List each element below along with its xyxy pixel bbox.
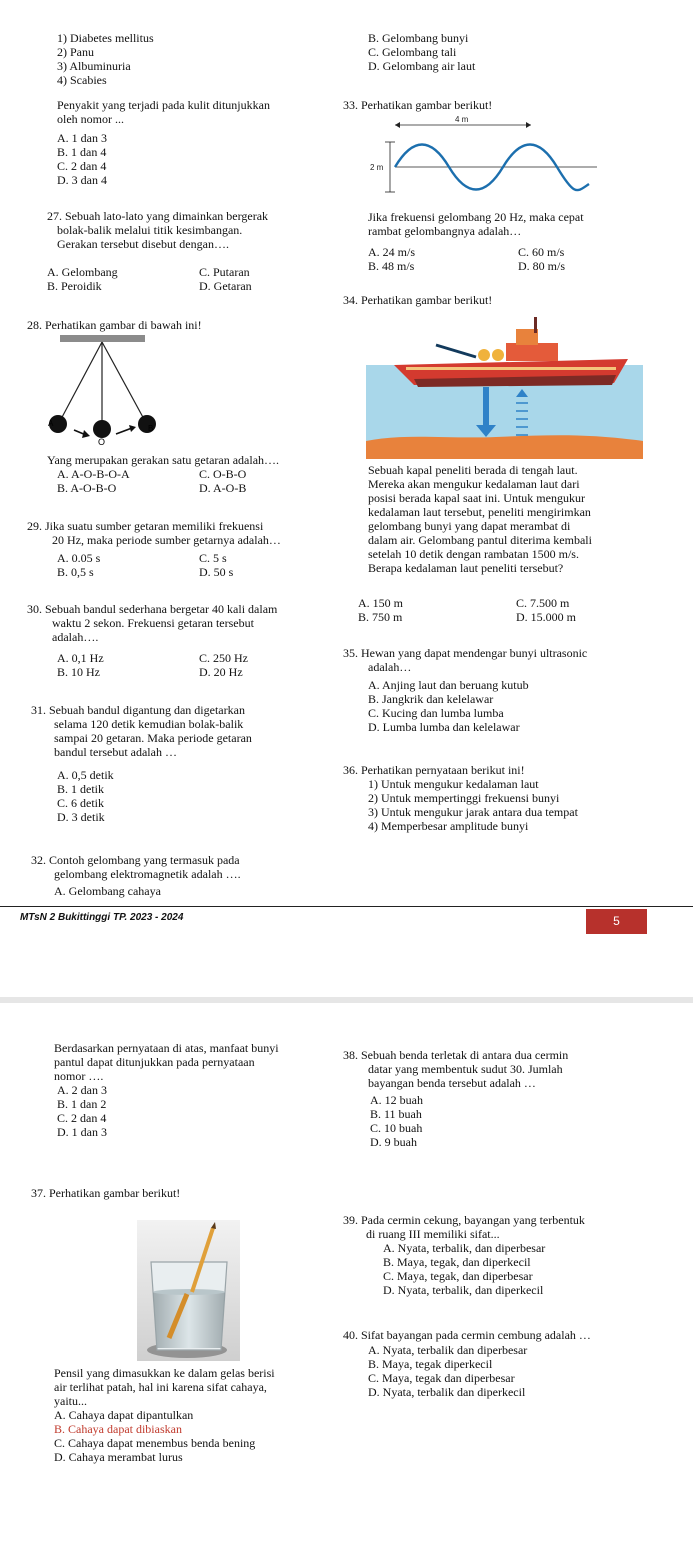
q26-option-c[interactable]: C. 2 dan 4 <box>57 159 107 173</box>
q36-options <box>57 1083 257 1139</box>
q31-option-c[interactable]: C. 6 detik <box>57 796 104 810</box>
swing-arrow-right <box>116 428 132 434</box>
q37-after <box>54 1366 329 1408</box>
q40-option-a[interactable]: A. Nyata, terbalik dan diperbesar <box>368 1343 528 1357</box>
q28-options <box>57 467 327 495</box>
q35-option-c[interactable]: C. Kucing dan lumba lumba <box>368 706 504 720</box>
q35-option-b[interactable]: B. Jangkrik dan kelelawar <box>368 692 494 706</box>
q33-option-c[interactable]: C. 60 m/s <box>518 245 565 259</box>
q39-option-b[interactable]: B. Maya, tegak, dan diperkecil <box>383 1255 531 1269</box>
q37-stem-line: 37. Perhatikan gambar berikut! <box>31 1186 181 1200</box>
q36-option-c[interactable]: C. 2 dan 4 <box>57 1111 107 1125</box>
q34-options <box>358 596 638 624</box>
pendulum-string-b <box>102 342 145 421</box>
wave-height-label: 2 m <box>370 163 384 172</box>
q39-stem-line: di ruang III memiliki sifat... <box>366 1227 500 1241</box>
pendulum-bob-o <box>93 420 111 438</box>
q32-options <box>54 884 304 898</box>
q26-item: 1) Diabetes mellitus <box>57 31 154 45</box>
q34-question-line: setelah 10 detik dengan rambatan 1500 m/s. <box>368 547 579 561</box>
q34-question-line: Sebuah kapal peneliti berada di tengah laut. <box>368 463 578 477</box>
q33-after <box>368 210 648 238</box>
q38-stem <box>343 1048 643 1090</box>
q26-option-a[interactable]: A. 1 dan 3 <box>57 131 107 145</box>
q34-after <box>368 463 642 575</box>
q26-stem-line: Penyakit yang terjadi pada kulit ditunjukkan <box>57 98 270 112</box>
q27-option-c[interactable]: C. Putaran <box>199 265 250 279</box>
q31-option-b[interactable]: B. 1 detik <box>57 782 104 796</box>
ship-mast <box>534 317 537 333</box>
q26-option-d[interactable]: D. 3 dan 4 <box>57 173 107 187</box>
q30-stem-line: 30. Sebuah bandul sederhana bergetar 40 kali dalam <box>27 602 278 616</box>
q30-stem-line: adalah…. <box>52 630 99 644</box>
q33-question-line: rambat gelombangnya adalah… <box>368 224 522 238</box>
q29-option-b[interactable]: B. 0,5 s <box>57 565 94 579</box>
q27-option-b[interactable]: B. Peroidik <box>47 279 102 293</box>
q33-option-d[interactable]: D. 80 m/s <box>518 259 566 273</box>
q32-stem <box>31 853 331 881</box>
q36-option-b[interactable]: B. 1 dan 2 <box>57 1097 107 1111</box>
q33-options <box>368 245 648 273</box>
q28-option-a[interactable]: A. A-O-B-O-A <box>57 467 130 481</box>
wave-figure <box>365 112 605 202</box>
q32-option-a[interactable]: A. Gelombang cahaya <box>54 884 161 898</box>
q40-option-d[interactable]: D. Nyata, terbalik dan diperkecil <box>368 1385 526 1399</box>
q36-items <box>368 777 648 833</box>
q31-option-a[interactable]: A. 0,5 detik <box>57 768 114 782</box>
q40-options <box>368 1343 648 1399</box>
q33-stem <box>343 98 643 112</box>
q26-stem-line: oleh nomor ... <box>57 112 124 126</box>
water-surface <box>153 1289 225 1295</box>
q29-options <box>57 551 327 579</box>
q33-stem-line: 33. Perhatikan gambar berikut! <box>343 98 493 112</box>
q30-option-d[interactable]: D. 20 Hz <box>199 665 243 679</box>
q27-options <box>47 265 332 293</box>
q31-option-d[interactable]: D. 3 detik <box>57 810 105 824</box>
q32-option-d[interactable]: D. Gelombang air laut <box>368 59 476 73</box>
q29-stem-line: 29. Jika suatu sumber getaran memiliki frekuensi <box>27 519 264 533</box>
q32-stem-line: 32. Contoh gelombang yang termasuk pada <box>31 853 240 867</box>
q40-stem-line: 40. Sifat bayangan pada cermin cembung adalah … <box>343 1328 591 1342</box>
q27-stem <box>47 209 332 251</box>
q34-question-line: dalam air. Gelombang pantul diterima kembali <box>368 533 592 547</box>
pendulum-support <box>60 335 145 342</box>
q29-stem-line: 20 Hz, maka periode sumber getarnya adalah… <box>52 533 281 547</box>
wave-width-arrow-right <box>526 122 531 128</box>
q33-question-line: Jika frekuensi gelombang 20 Hz, maka cepat <box>368 210 584 224</box>
q28-question-line: Yang merupakan gerakan satu getaran adalah…. <box>47 453 280 467</box>
q38-option-d[interactable]: D. 9 buah <box>370 1135 417 1149</box>
q36-item: 2) Untuk mempertinggi frekuensi bunyi <box>368 791 560 805</box>
q29-option-c[interactable]: C. 5 s <box>199 551 227 565</box>
q36-cont-line: Berdasarkan pernyataan di atas, manfaat bunyi <box>54 1041 279 1055</box>
q35-stem-line: 35. Hewan yang dapat mendengar bunyi ultrasonic <box>343 646 588 660</box>
q31-stem-line: sampai 20 getaran. Maka periode getaran <box>54 731 252 745</box>
q34-option-c[interactable]: C. 7.500 m <box>516 596 570 610</box>
q32-options-cont <box>368 31 648 73</box>
q39-options <box>383 1241 653 1297</box>
q27-stem-line: bolak-balik melalui titik kesimbangan. <box>57 223 243 237</box>
q35-options <box>368 678 648 734</box>
q37-option-d[interactable]: D. Cahaya merambat lurus <box>54 1450 183 1464</box>
ship-buoy-2 <box>492 349 504 361</box>
q27-option-d[interactable]: D. Getaran <box>199 279 252 293</box>
q36-option-a[interactable]: A. 2 dan 3 <box>57 1083 107 1097</box>
q37-options <box>54 1408 334 1464</box>
wave-width-arrow-left <box>395 122 400 128</box>
q26-item: 4) Scabies <box>57 73 107 87</box>
q36-cont-line: pantul dapat ditunjukkan pada pernyataan <box>54 1055 255 1069</box>
q32-option-c[interactable]: C. Gelombang tali <box>368 45 457 59</box>
q35-option-a[interactable]: A. Anjing laut dan beruang kutub <box>368 678 529 692</box>
q37-stem <box>31 1186 331 1200</box>
q26-option-b[interactable]: B. 1 dan 4 <box>57 145 107 159</box>
q34-question-line: gelombang bunyi yang dapat merambat di <box>368 519 571 533</box>
q28-option-b[interactable]: B. A-O-B-O <box>57 481 117 495</box>
q34-question-line: Berapa kedalaman laut peneliti tersebut? <box>368 561 564 575</box>
q30-stem-line: waktu 2 sekon. Frekuensi getaran tersebut <box>52 616 254 630</box>
q29-stem <box>27 519 327 547</box>
ship-stripe <box>406 367 616 370</box>
q31-stem <box>31 703 331 759</box>
pendulum-string-a <box>60 342 102 421</box>
q38-stem-line: datar yang membentuk sudut 30. Jumlah <box>368 1062 563 1076</box>
q32-option-b[interactable]: B. Gelombang bunyi <box>368 31 469 45</box>
q36-item: 4) Memperbesar amplitude bunyi <box>368 819 529 833</box>
footer-divider <box>0 906 693 907</box>
q28-option-c[interactable]: C. O-B-O <box>199 467 247 481</box>
q37-option-c[interactable]: C. Cahaya dapat menembus benda bening <box>54 1436 256 1450</box>
wave-width-label: 4 m <box>455 115 469 124</box>
q34-question-line: posisi berada kapal saat ini. Untuk mengukur <box>368 491 585 505</box>
q36-option-d[interactable]: D. 1 dan 3 <box>57 1125 107 1139</box>
q38-stem-line: 38. Sebuah benda terletak di antara dua cermin <box>343 1048 569 1062</box>
q38-stem-line: bayangan benda tersebut adalah … <box>368 1076 536 1090</box>
q35-stem-line: adalah… <box>368 660 412 674</box>
q30-option-c[interactable]: C. 250 Hz <box>199 651 248 665</box>
q38-options <box>370 1093 570 1149</box>
q30-option-a[interactable]: A. 0,1 Hz <box>57 651 104 665</box>
q30-option-b[interactable]: B. 10 Hz <box>57 665 100 679</box>
q34-option-b[interactable]: B. 750 m <box>358 610 403 624</box>
seabed <box>366 435 643 459</box>
q32-stem-line: gelombang elektromagnetik adalah …. <box>54 867 241 881</box>
q34-stem-line: 34. Perhatikan gambar berikut! <box>343 293 493 307</box>
q28-option-d[interactable]: D. A-O-B <box>199 481 247 495</box>
page-number-badge: 5 <box>586 909 647 934</box>
q27-stem-line: Gerakan tersebut disebut dengan…. <box>57 237 229 251</box>
glass-water <box>153 1292 225 1348</box>
ship-buoy-1 <box>478 349 490 361</box>
footer-school: MTsN 2 Bukittinggi TP. 2023 - 2024 <box>20 912 184 923</box>
q27-stem-line: 27. Sebuah lato-lato yang dimainkan bergerak <box>47 209 269 223</box>
q36-stem <box>343 763 643 777</box>
swing-arrow-left-head <box>82 430 90 438</box>
q39-option-c[interactable]: C. Maya, tegak, dan diperbesar <box>383 1269 533 1283</box>
q39-option-a[interactable]: A. Nyata, terbalik, dan diperbesar <box>383 1241 546 1255</box>
label-a: A <box>48 419 54 428</box>
q26-stem <box>57 98 327 126</box>
q37-question-line: yaitu... <box>54 1394 87 1408</box>
q37-question-line: air terlihat patah, hal ini karena sifat cahaya, <box>54 1380 267 1394</box>
q28-after <box>47 453 337 467</box>
q30-stem <box>27 602 327 644</box>
q27-option-a[interactable]: A. Gelombang <box>47 265 118 279</box>
q39-option-d[interactable]: D. Nyata, terbalik, dan diperkecil <box>383 1283 544 1297</box>
q34-question-line: kedalaman laut tersebut, peneliti mengirimkan <box>368 505 591 519</box>
q34-option-a[interactable]: A. 150 m <box>358 596 403 610</box>
page-2 <box>0 1003 693 1544</box>
q31-options <box>57 768 257 824</box>
sky <box>366 313 643 365</box>
q37-option-a[interactable]: A. Cahaya dapat dipantulkan <box>54 1408 194 1422</box>
q26-options <box>57 131 257 187</box>
pendulum-figure <box>40 331 170 447</box>
q40-option-b[interactable]: B. Maya, tegak diperkecil <box>368 1357 493 1371</box>
ship-figure <box>366 313 643 459</box>
q35-option-d[interactable]: D. Lumba lumba dan kelelawar <box>368 720 520 734</box>
q36-item: 1) Untuk mengukur kedalaman laut <box>368 777 539 791</box>
q40-stem <box>343 1328 648 1342</box>
label-o: O <box>98 437 106 447</box>
q39-stem <box>343 1213 643 1241</box>
q26-item: 3) Albuminuria <box>57 59 131 73</box>
q34-stem <box>343 293 643 307</box>
label-b: B <box>148 424 154 433</box>
q26-items <box>47 31 317 87</box>
q34-question-line: Mereka akan mengukur kedalaman laut dari <box>368 477 580 491</box>
ship-cabin <box>506 343 558 361</box>
q31-stem-line: selama 120 detik kemudian bolak-balik <box>54 717 244 731</box>
q36-continuation <box>54 1041 326 1083</box>
q26-item: 2) Panu <box>57 45 94 59</box>
q39-stem-line: 39. Pada cermin cekung, bayangan yang terbentuk <box>343 1213 585 1227</box>
q38-option-b[interactable]: B. 11 buah <box>370 1107 422 1121</box>
q36-item: 3) Untuk mengukur jarak antara dua tempat <box>368 805 578 819</box>
q35-stem <box>343 646 643 674</box>
q33-option-b[interactable]: B. 48 m/s <box>368 259 415 273</box>
q29-option-a[interactable]: A. 0.05 s <box>57 551 101 565</box>
q31-stem-line: 31. Sebuah bandul digantung dan digetarkan <box>31 703 245 717</box>
q36-stem-line: 36. Perhatikan pernyataan berikut ini! <box>343 763 525 777</box>
q38-option-a[interactable]: A. 12 buah <box>370 1093 423 1107</box>
swing-arrow-right-head <box>129 425 136 432</box>
q34-option-d[interactable]: D. 15.000 m <box>516 610 576 624</box>
q30-options <box>57 651 327 679</box>
glass-pencil-photo <box>137 1220 240 1361</box>
q33-option-a[interactable]: A. 24 m/s <box>368 245 416 259</box>
q28-stem <box>27 318 317 332</box>
q36-cont-line: nomor …. <box>54 1069 104 1083</box>
q29-option-d[interactable]: D. 50 s <box>199 565 234 579</box>
q40-option-c[interactable]: C. Maya, tegak dan diperbesar <box>368 1371 515 1385</box>
q38-option-c[interactable]: C. 10 buah <box>370 1121 423 1135</box>
q31-stem-line: bandul tersebut adalah … <box>54 745 177 759</box>
q37-option-b[interactable]: B. Cahaya dapat dibiaskan <box>54 1422 182 1436</box>
q28-stem-line: 28. Perhatikan gambar di bawah ini! <box>27 318 202 332</box>
q37-question-line: Pensil yang dimasukkan ke dalam gelas berisi <box>54 1366 275 1380</box>
